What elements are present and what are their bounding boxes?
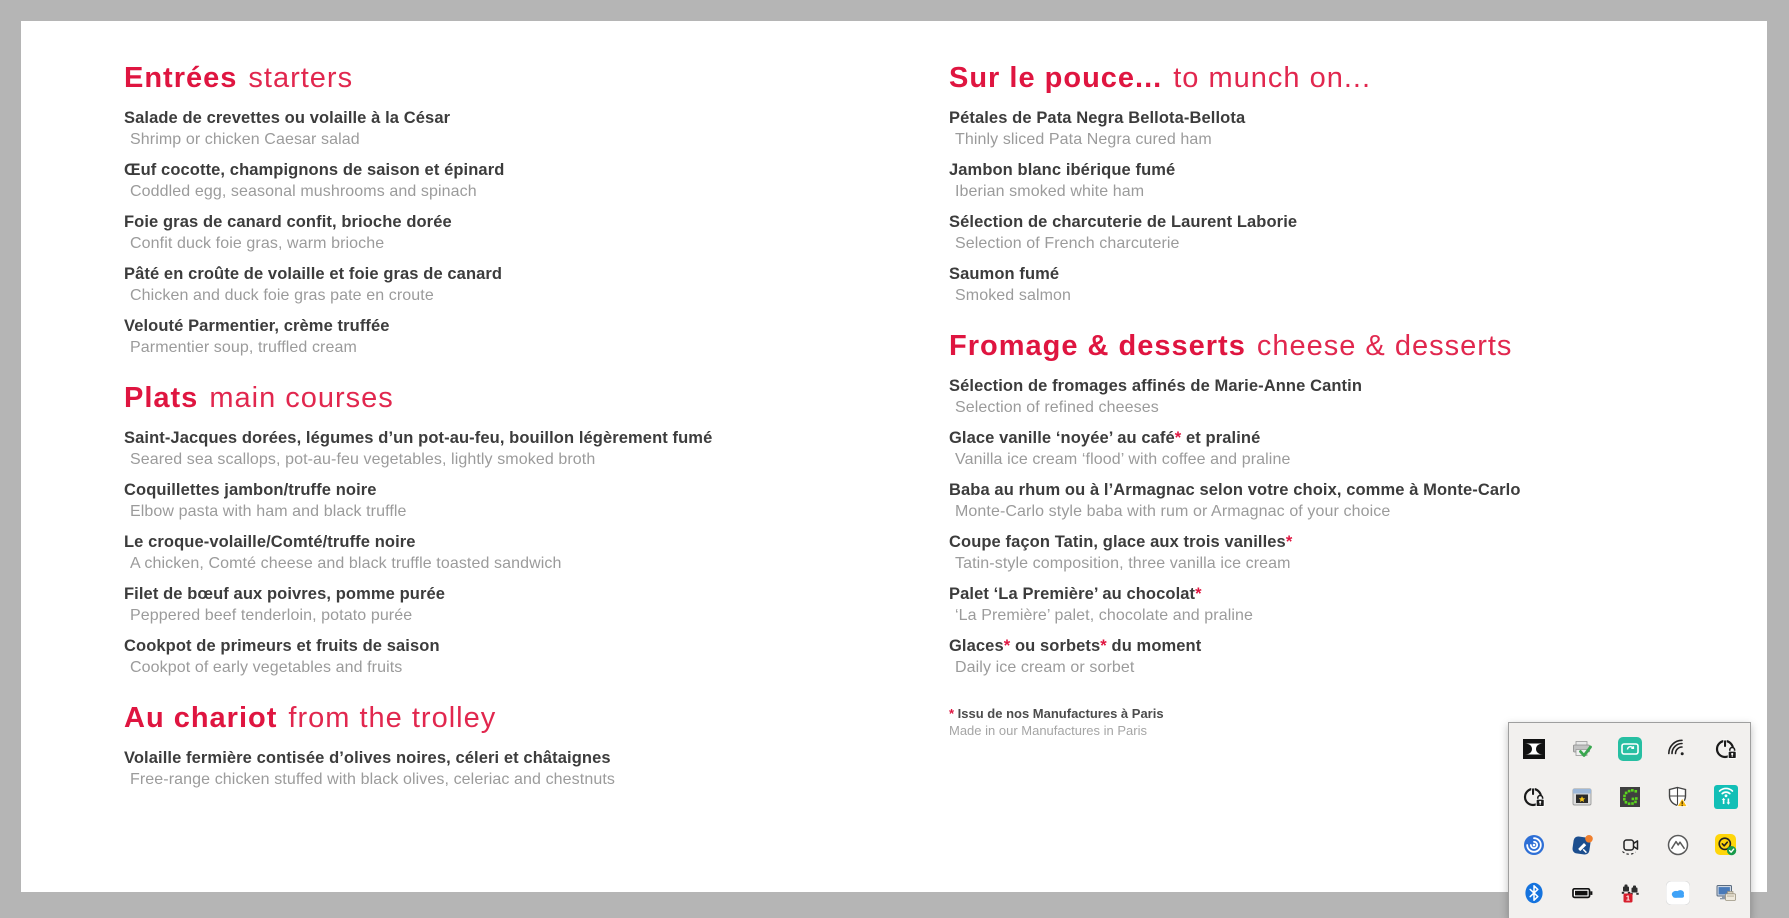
menu-section-fromage-desserts xyxy=(949,329,1679,679)
menu-item xyxy=(124,583,854,627)
bluetooth-glyph xyxy=(1522,881,1546,905)
pixel-code-icon[interactable] xyxy=(1606,773,1654,821)
webcam-glyph xyxy=(1618,833,1642,857)
menu-item-name-en: Smoked salmon xyxy=(955,287,1072,304)
menu-item-name-fr: Filet de bœuf aux poivres, pomme purée xyxy=(124,585,446,603)
section-title-en: cheese & desserts xyxy=(1256,330,1513,362)
menu-item-name-en: Thinly sliced Pata Negra cured ham xyxy=(955,131,1212,148)
section-title-fr: Sur le pouce... xyxy=(949,62,1163,94)
menu-item-name-fr: Glaces* ou sorbets* du moment xyxy=(949,637,1202,655)
menu-item-name-en: ‘La Première’ palet, chocolate and praline xyxy=(955,607,1254,624)
bluetooth-icon[interactable] xyxy=(1510,869,1558,917)
menu-item xyxy=(949,375,1679,419)
printer-check-icon[interactable] xyxy=(1558,725,1606,773)
menu-item-name-en: Chicken and duck foie gras pate en croute xyxy=(130,287,434,304)
power-lock-glyph xyxy=(1522,785,1546,809)
section-heading-fromage-desserts xyxy=(949,329,1679,363)
section-title-en: main courses xyxy=(209,382,394,414)
menu-item xyxy=(124,635,854,679)
dolby-audio-glyph xyxy=(1522,737,1546,761)
blue-swirl-icon[interactable] xyxy=(1510,821,1558,869)
menu-item-name-en: Confit duck foie gras, warm brioche xyxy=(130,235,385,252)
wifi-sync-glyph xyxy=(1714,785,1738,809)
menu-item-name-fr: Coupe façon Tatin, glace aux trois vanilles* xyxy=(949,533,1293,551)
battery-icon[interactable] xyxy=(1558,869,1606,917)
menu-item xyxy=(949,427,1679,471)
satellite-badge-icon[interactable] xyxy=(1558,821,1606,869)
menu-item xyxy=(124,263,854,307)
menu-item xyxy=(124,479,854,523)
menu-item-name-en: Parmentier soup, truffled cream xyxy=(130,339,357,356)
menu-item-name-en: Coddled egg, seasonal mushrooms and spinach xyxy=(130,183,477,200)
menu-item xyxy=(949,531,1679,575)
menu-item-name-en: Monte-Carlo style baba with rum or Armagnac of your choice xyxy=(955,503,1391,520)
installer-window-icon[interactable] xyxy=(1558,773,1606,821)
printer-check-glyph xyxy=(1570,737,1594,761)
menu-item-name-fr: Sélection de charcuterie de Laurent Laborie xyxy=(949,213,1298,231)
clock-check-icon[interactable] xyxy=(1702,821,1750,869)
menu-item-name-fr: Velouté Parmentier, crème truffée xyxy=(124,317,390,335)
section-heading-entrees xyxy=(124,61,854,95)
menu-item xyxy=(949,635,1679,679)
menu-item-name-fr: Saint-Jacques dorées, légumes d’un pot-au-feu, bouillon légèrement fumé xyxy=(124,429,713,447)
section-title-en: to munch on... xyxy=(1173,62,1372,94)
shield-warning-glyph xyxy=(1666,785,1690,809)
menu-section-entrees xyxy=(124,61,854,359)
nordvpn-mountain-icon[interactable] xyxy=(1654,821,1702,869)
icloud-icon[interactable] xyxy=(1654,869,1702,917)
menu-item-name-fr: Baba au rhum ou à l’Armagnac selon votre choix, comme à Monte-Carlo xyxy=(949,481,1521,499)
menu-item-name-fr: Pétales de Pata Negra Bellota-Bellota xyxy=(949,109,1246,127)
menu-item-name-en: Elbow pasta with ham and black truffle xyxy=(130,503,407,520)
menu-item-name-en: Tatin-style composition, three vanilla ice cream xyxy=(955,555,1291,572)
menu-section-plats xyxy=(124,381,854,679)
clock-check-glyph xyxy=(1714,833,1738,857)
shield-warning-icon[interactable] xyxy=(1654,773,1702,821)
menu-item-name-fr: Sélection de fromages affinés de Marie-Anne Cantin xyxy=(949,377,1363,395)
menu-item-name-en: Cookpot of early vegetables and fruits xyxy=(130,659,403,676)
menu-item xyxy=(949,583,1679,627)
section-heading-au-chariot xyxy=(124,701,854,735)
power-lock-icon[interactable] xyxy=(1510,773,1558,821)
installer-window-glyph xyxy=(1570,785,1594,809)
section-heading-sur-le-pouce xyxy=(949,61,1679,95)
menu-item-name-en: Seared sea scallops, pot-au-feu vegetables, lightly smoked broth xyxy=(130,451,596,468)
pixel-code-glyph xyxy=(1618,785,1642,809)
menu-document xyxy=(21,21,1767,892)
menu-item xyxy=(124,427,854,471)
menu-item xyxy=(124,211,854,255)
screen-record-card-icon[interactable] xyxy=(1606,725,1654,773)
badge-count: 1 xyxy=(1625,893,1631,903)
menu-column-right xyxy=(949,61,1679,739)
monitor-printer-glyph xyxy=(1714,881,1738,905)
menu-item-name-fr: Le croque-volaille/Comté/truffe noire xyxy=(124,533,416,551)
section-title-en: starters xyxy=(248,62,354,94)
menu-item-name-en: Shrimp or chicken Caesar salad xyxy=(130,131,360,148)
menu-item-name-en: Selection of French charcuterie xyxy=(955,235,1180,252)
menu-item xyxy=(949,107,1679,151)
section-title-fr: Entrées xyxy=(124,62,238,94)
menu-item-name-en: Selection of refined cheeses xyxy=(955,399,1159,416)
menu-section-au-chariot xyxy=(124,701,854,791)
webcam-icon[interactable] xyxy=(1606,821,1654,869)
system-tray-overflow-panel xyxy=(1508,722,1751,918)
menu-item-name-en: Free-range chicken stuffed with black olives, celeriac and chestnuts xyxy=(130,771,615,788)
menu-item xyxy=(949,159,1679,203)
menu-item-name-en: Iberian smoked white ham xyxy=(955,183,1145,200)
menu-item-name-fr: Glace vanille ‘noyée’ au café* et praliné xyxy=(949,429,1261,447)
menu-item-name-fr: Saumon fumé xyxy=(949,265,1060,283)
menu-item xyxy=(124,107,854,151)
menu-section-sur-le-pouce xyxy=(949,61,1679,307)
menu-item xyxy=(124,159,854,203)
menu-item xyxy=(124,747,854,791)
screen-record-card-glyph xyxy=(1618,737,1642,761)
menu-column-left xyxy=(124,61,854,799)
menu-item-name-fr: Foie gras de canard confit, brioche dorée xyxy=(124,213,452,231)
menu-item-name-fr: Œuf cocotte, champignons de saison et épinard xyxy=(124,161,505,179)
power-lock-icon[interactable] xyxy=(1702,725,1750,773)
section-title-fr: Fromage & desserts xyxy=(949,330,1246,362)
nordvpn-mountain-glyph xyxy=(1666,833,1690,857)
section-title-fr: Plats xyxy=(124,382,199,414)
footnote-en: Made in our Manufactures in Paris xyxy=(949,723,1147,738)
menu-item-name-fr: Coquillettes jambon/truffe noire xyxy=(124,481,377,499)
icloud-glyph xyxy=(1666,881,1690,905)
wifi-signal-icon[interactable] xyxy=(1654,725,1702,773)
section-title-en: from the trolley xyxy=(288,702,497,734)
satellite-badge-glyph xyxy=(1570,833,1594,857)
menu-item-name-fr: Cookpot de primeurs et fruits de saison xyxy=(124,637,440,655)
wifi-sync-icon[interactable] xyxy=(1702,773,1750,821)
menu-item xyxy=(124,531,854,575)
battery-glyph xyxy=(1570,881,1594,905)
dolby-audio-icon[interactable] xyxy=(1510,725,1558,773)
blue-swirl-glyph xyxy=(1522,833,1546,857)
section-heading-plats xyxy=(124,381,854,415)
download-badge-icon[interactable] xyxy=(1606,869,1654,917)
menu-item-name-en: Peppered beef tenderloin, potato purée xyxy=(130,607,413,624)
footnote-fr: * Issu de nos Manufactures à Paris xyxy=(949,706,1164,721)
download-badge-glyph xyxy=(1618,881,1642,905)
monitor-printer-icon[interactable] xyxy=(1702,869,1750,917)
menu-item-name-fr: Volaille fermière contisée d’olives noires, céleri et châtaignes xyxy=(124,749,611,767)
menu-item xyxy=(124,315,854,359)
menu-item-name-fr: Jambon blanc ibérique fumé xyxy=(949,161,1176,179)
menu-item xyxy=(949,263,1679,307)
menu-item-name-fr: Pâté en croûte de volaille et foie gras de canard xyxy=(124,265,503,283)
section-title-fr: Au chariot xyxy=(124,702,278,734)
wifi-signal-glyph xyxy=(1666,737,1690,761)
menu-item xyxy=(949,211,1679,255)
menu-item xyxy=(949,479,1679,523)
menu-item-name-en: Daily ice cream or sorbet xyxy=(955,659,1135,676)
menu-item-name-en: A chicken, Comté cheese and black truffle toasted sandwich xyxy=(130,555,562,572)
menu-item-name-en: Vanilla ice cream ‘flood’ with coffee and praline xyxy=(955,451,1291,468)
menu-item-name-fr: Salade de crevettes ou volaille à la César xyxy=(124,109,451,127)
power-lock-glyph xyxy=(1714,737,1738,761)
menu-item-name-fr: Palet ‘La Première’ au chocolat* xyxy=(949,585,1202,603)
